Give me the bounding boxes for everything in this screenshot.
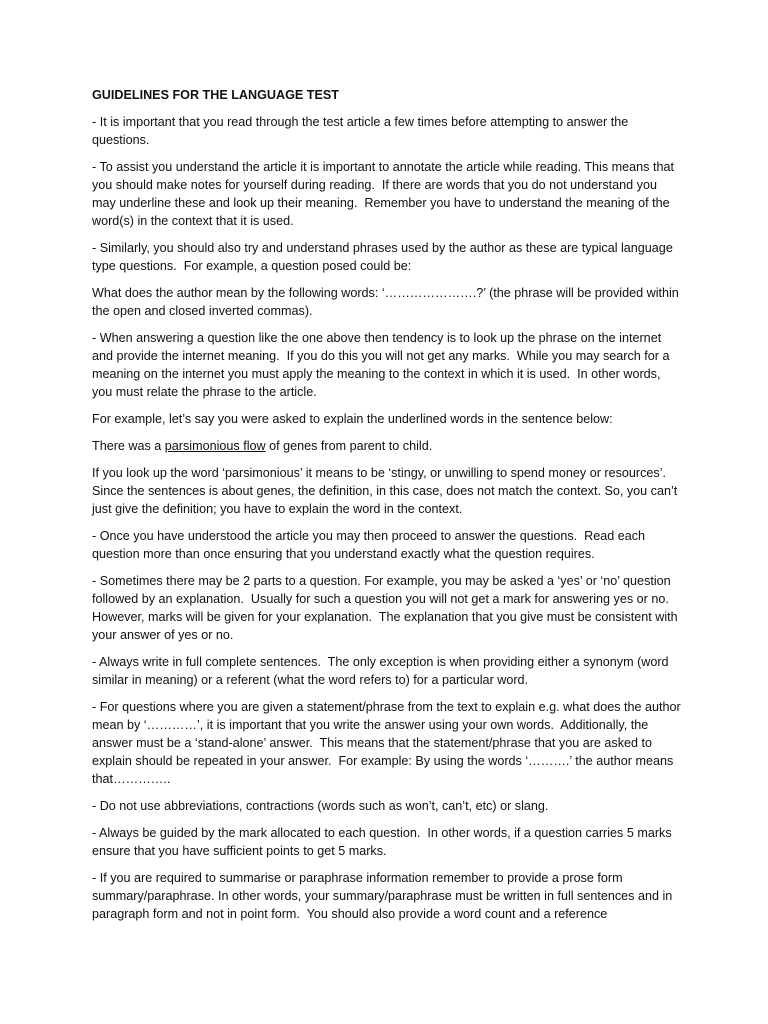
example-before: There was a — [92, 439, 165, 453]
document-page — [92, 86, 685, 932]
paragraph-14: - If you are required to summarise or paraphrase information remember to provide a prose form summary/paraphrase. In other words, your summary/paraphrase must be written in full sentences and in paragraph form and not in point form. You should also provide a word count and a reference — [92, 871, 676, 921]
example-sentence — [92, 437, 682, 455]
paragraph-8: - Once you have understood the article you may then proceed to answer the questions. Read each question more than once ensuring that you understand exactly what the question requires. — [92, 529, 649, 561]
paragraph-7: If you look up the word ‘parsimonious’ it means to be ‘stingy, or unwilling to spend money or resources’. Since the sentences is about genes, the definition, in this case, does not match the context. So, you can’t just give the definition; you have to explain the word in the context. — [92, 466, 681, 516]
paragraph-2: - To assist you understand the article it is important to annotate the article while reading. This means that you should make notes for yourself during reading. If there are words that you do not understand you may underline these and look up their meaning. Remember you have to understand the meaning of the word(s) in the context that it is used. — [92, 160, 678, 228]
document-title: GUIDELINES FOR THE LANGUAGE TEST — [92, 88, 339, 102]
paragraph-5: - When answering a question like the one above then tendency is to look up the phrase on the internet and provide the internet meaning. If you do this you will not get any marks. While you may search for a meaning on the internet you must apply the meaning to the context in which it is used. In other words, you must relate the phrase to the article. — [92, 331, 674, 399]
paragraph-4: What does the author mean by the following words: ‘………………….?’ (the phrase will be provided within the open and closed inverted commas). — [92, 286, 683, 318]
paragraph-13: - Always be guided by the mark allocated to each question. In other words, if a question carries 5 marks ensure that you have sufficient points to get 5 marks. — [92, 826, 676, 858]
paragraph-9: - Sometimes there may be 2 parts to a question. For example, you may be asked a ‘yes’ or ‘no’ question followed by an explanation. Usually for such a question you will not get a mark for answering yes or no. However, marks will be given for your explanation. The explanation that you give must be consistent with your answer of yes or no. — [92, 574, 682, 642]
paragraph-10: - Always write in full complete sentences. The only exception is when providing either a synonym (word similar in meaning) or a referent (what the word refers to) for a particular word. — [92, 655, 673, 687]
paragraph-1: - It is important that you read through the test article a few times before attempting to answer the questions. — [92, 115, 632, 147]
paragraph-12: - Do not use abbreviations, contractions (words such as won’t, can’t, etc) or slang. — [92, 799, 549, 813]
paragraph-11: - For questions where you are given a statement/phrase from the text to explain e.g. what does the author mean by ‘…………’, it is important that you write the answer using your own words. Additionally, the answer must be a ‘stand-alone’ answer. This means that the statement/phrase that you are asked to explain should be repeated in your answer. For example: By using the words ‘……….’ the author means that………….. — [92, 700, 685, 786]
example-after: of genes from parent to child. — [265, 439, 433, 453]
underlined-phrase: parsimonious flow — [164, 439, 266, 453]
paragraph-3: - Similarly, you should also try and understand phrases used by the author as these are typical language type questions. For example, a question posed could be: — [92, 241, 677, 273]
paragraph-6: For example, let’s say you were asked to explain the underlined words in the sentence below: — [92, 412, 613, 426]
